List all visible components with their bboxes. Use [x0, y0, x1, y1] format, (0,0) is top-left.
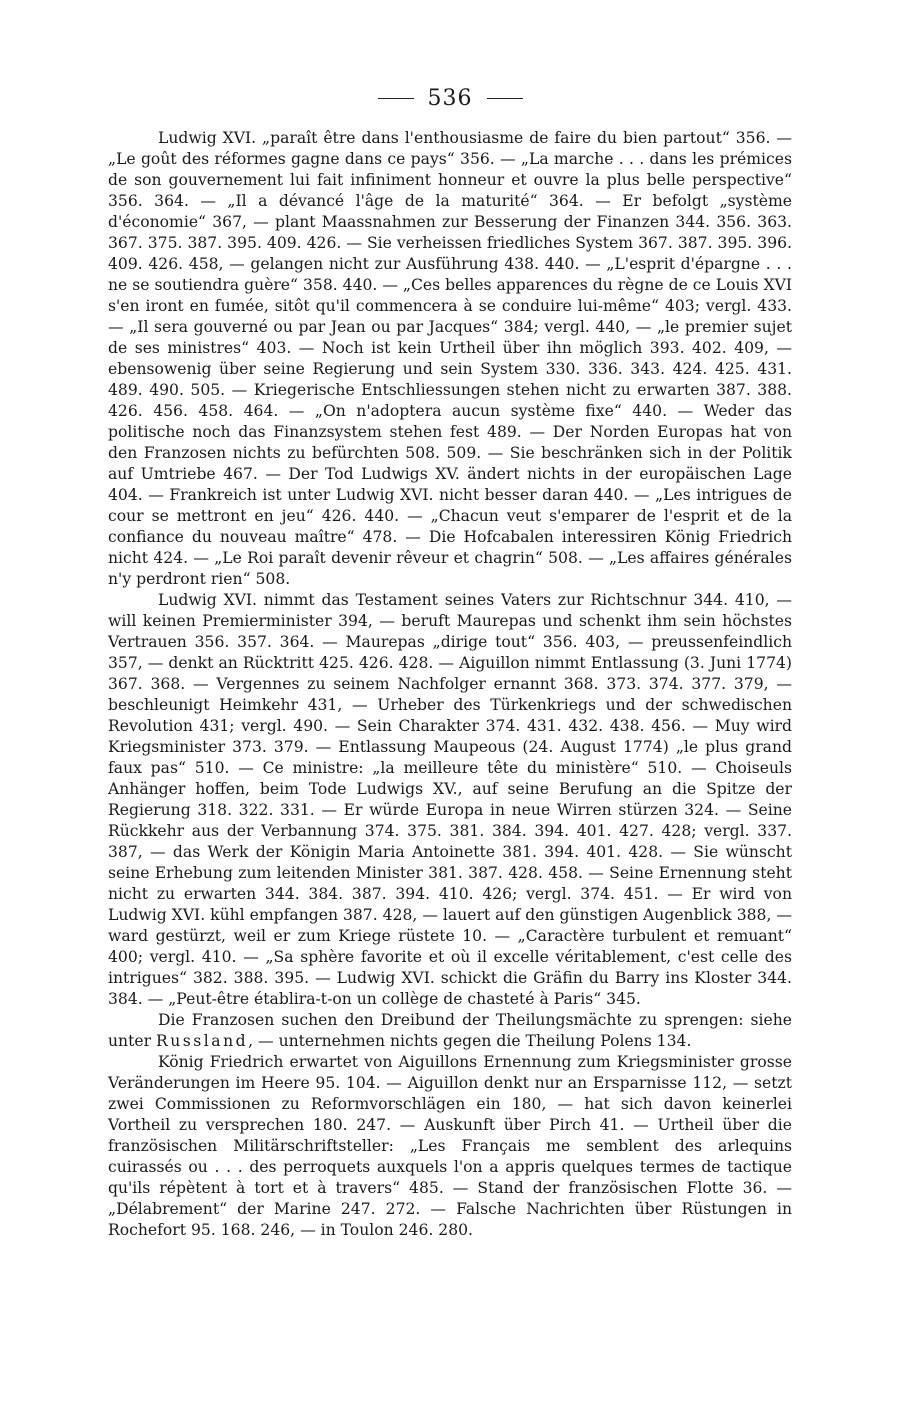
paragraph-dreibund-before: Die Franzosen suchen den Dreibund der Theilungsmächte zu sprengen: siehe unter	[108, 1011, 792, 1050]
spaced-term-russland: Russland	[156, 1032, 249, 1050]
page-number: 536	[427, 86, 473, 111]
paragraph-koenig-friedrich: König Friedrich erwartet von Aiguillons Ernennung zum Kriegsminister grosse Veränderungen im Heere 95. 104. — Aiguillon denkt nur an Ersparnisse 112, — setzt zwei Commissionen zu Reformvorschlägen ein 180, — hat sich davon keinerlei Vortheil zu versprechen 180. 247. — Auskunft über Pirch 41. — Urtheil über die französischen Militärschriftsteller: „Les Français me semblent des arlequins cuirassés ou . . . des perroquets auxquels l'on a appris quelques termes de tactique qu'ils répètent à tort et à travers“ 485. — Stand der französischen Flotte 36. — „Délabrement“ der Marine 247. 272. — Falsche Nachrichten über Rüstungen in Rochefort 95. 168. 246, — in Toulon 246. 280.	[108, 1053, 792, 1239]
page-header	[0, 86, 900, 111]
paragraph-dreibund	[108, 1010, 792, 1052]
paragraph-ludwig-xvi: Ludwig XVI. „paraît être dans l'enthousiasme de faire du bien partout“ 356. — „Le goût des réformes gagne dans ce pays“ 356. — „La marche . . . dans les prémices de son gouvernement lui fait infiniment honneur et ouvre la plus belle perspective“ 356. 364. — „Il a dévancé l'âge de la maturité“ 364. — Er befolgt „système d'économie“ 367, — plant Maassnahmen zur Besserung der Finanzen 344. 356. 363. 367. 375. 387. 395. 409. 426. — Sie verheissen friedliches System 367. 387. 395. 396. 409. 426. 458, — gelangen nicht zur Ausführung 438. 440. — „L'esprit d'épargne . . . ne se soutiendra guère“ 358. 440. — „Ces belles apparences du règne de ce Louis XVI s'en iront en fumée, sitôt qu'il commencera à se conduire lui-même“ 403; vergl. 433. — „Il sera gouverné ou par Jean ou par Jacques“ 384; vergl. 440, — „le premier sujet de ses ministres“ 403. — Noch ist kein Urtheil über ihn möglich 393. 402. 409, — ebensowenig über seine Regierung und sein System 330. 336. 343. 424. 425. 431. 489. 490. 505. — Kriegerische Entschliessungen stehen nicht zu erwarten 387. 388. 426. 456. 458. 464. — „On n'adoptera aucun système fixe“ 440. — Weder das politische noch das Finanzsystem stehen fest 489. — Der Norden Europas hat von den Franzosen nichts zu befürchten 508. 509. — Sie beschränken sich in der Politik auf Umtriebe 467. — Der Tod Ludwigs XV. ändert nichts in der europäischen Lage 404. — Frankreich ist unter Ludwig XVI. nicht besser daran 440. — „Les intrigues de cour se mettront en jeu“ 426. 440. — „Chacun veut s'emparer de l'esprit et de la confiance du nouveau maître“ 478. — Die Hofcabalen interessiren König Friedrich nicht 424. — „Le Roi paraît devenir rêveur et chagrin“ 508. — „Les affaires générales n'y perdront rien“ 508.	[108, 129, 792, 588]
paragraph-ministers: Ludwig XVI. nimmt das Testament seines Vaters zur Richtschnur 344. 410, — will keinen Premierminister 394, — beruft Maurepas und schenkt ihm sein höchstes Vertrauen 356. 357. 364. — Maurepas „dirige tout“ 356. 403, — preussenfeindlich 357, — denkt an Rücktritt 425. 426. 428. — Aiguillon nimmt Entlassung (3. Juni 1774) 367. 368. — Vergennes zu seinem Nachfolger ernannt 368. 373. 374. 377. 379, — beschleunigt Heimkehr 431, — Urheber des Türkenkriegs und der schwedischen Revolution 431; vergl. 490. — Sein Charakter 374. 431. 432. 438. 456. — Muy wird Kriegsminister 373. 379. — Entlassung Maupeous (24. August 1774) „le plus grand faux pas“ 510. — Ce ministre: „la meilleure tête du ministère“ 510. — Choiseuls Anhänger hoffen, beim Tode Ludwigs XV., auf seine Berufung an die Spitze der Regierung 318. 322. 331. — Er würde Europa in neue Wirren stürzen 324. — Seine Rückkehr aus der Verbannung 374. 375. 381. 384. 394. 401. 427. 428; vergl. 337. 387, — das Werk der Königin Maria Antoinette 381. 394. 401. 428. — Sie wünscht seine Erhebung zum leitenden Minister 381. 387. 428. 458. — Seine Ernennung steht nicht zu erwarten 344. 384. 387. 394. 410. 426; vergl. 374. 451. — Er wird von Ludwig XVI. kühl empfangen 387. 428, — lauert auf den günstigen Augenblick 388, — ward gestürzt, weil er zum Kriege rüstete 10. — „Caractère turbulent et remuant“ 400; vergl. 410. — „Sa sphère favorite et où il excelle véritablement, c'est celle des intrigues“ 382. 388. 395. — Ludwig XVI. schickt die Gräfin du Barry ins Kloster 344. 384. — „Peut-être établira-t-on un collège de chasteté à Paris“ 345.	[108, 591, 792, 1008]
header-rule-right	[487, 98, 523, 99]
paragraph-dreibund-after: , — unternehmen nichts gegen die Theilung Polens 134.	[248, 1032, 692, 1050]
page-body	[108, 128, 792, 1241]
header-rule-left	[378, 98, 414, 99]
